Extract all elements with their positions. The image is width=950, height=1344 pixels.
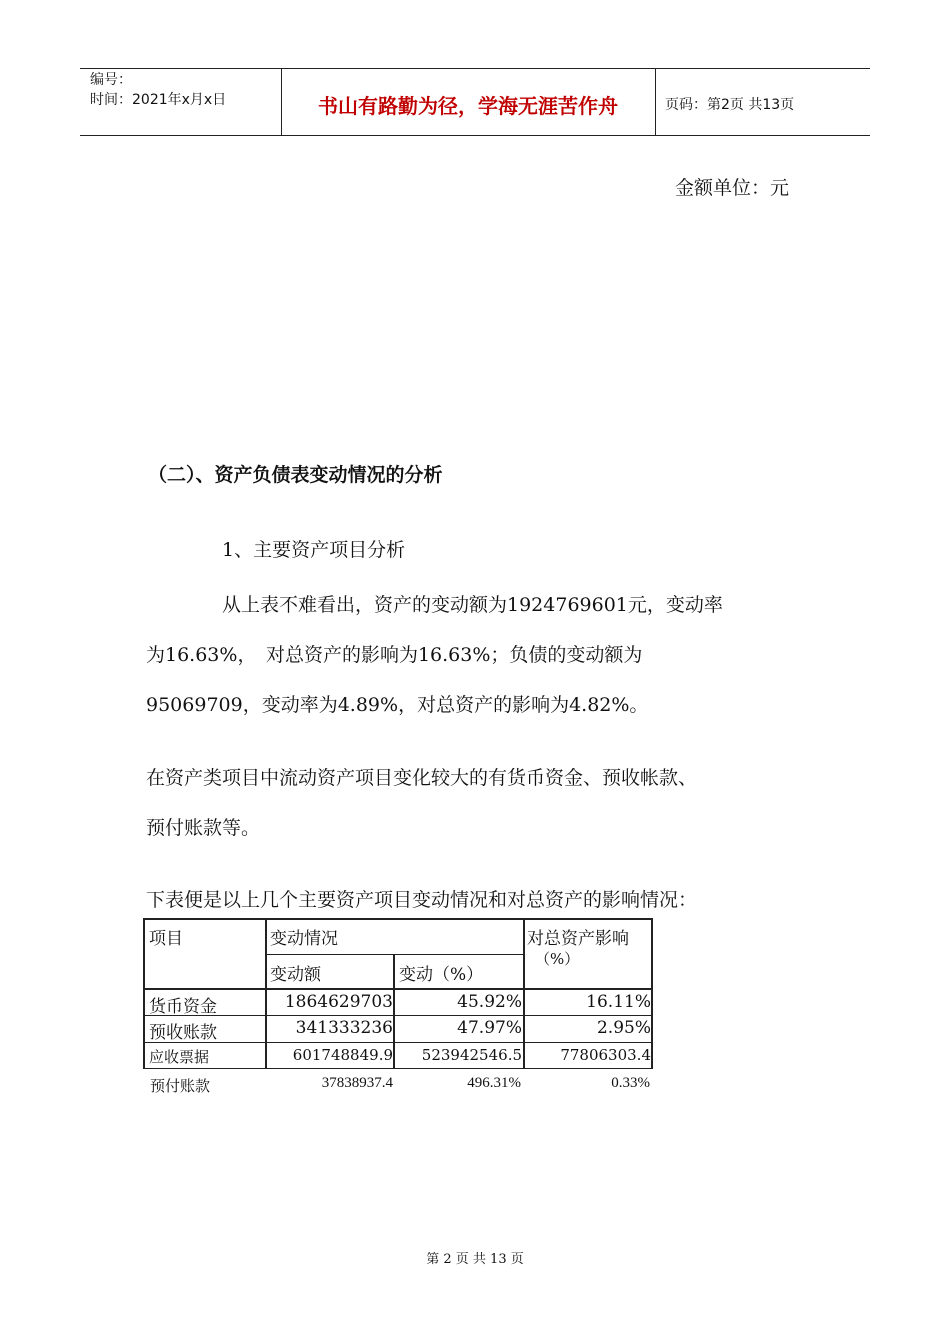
table-cell-amount: 341333236 — [295, 1018, 393, 1038]
table-cell-item: 货币资金 — [149, 997, 217, 1017]
table-rule — [523, 1043, 525, 1069]
paragraph-line: 在资产类项目中流动资产项目变化较大的有货币资金、预收帐款、 — [146, 767, 698, 789]
table-rule — [143, 1042, 653, 1043]
header-meta — [90, 70, 226, 110]
column-header-pct: 变动（%） — [399, 965, 484, 985]
table-cell-impact: 16.11% — [586, 992, 651, 1012]
table-cell-amount: 37838937.4 — [321, 1075, 393, 1091]
table-cell-impact: 2.95% — [596, 1018, 651, 1038]
table-rule — [143, 1068, 653, 1069]
header-page-number: 页码：第2页 共13页 — [665, 97, 795, 113]
table-cell-impact: 0.33% — [611, 1075, 650, 1091]
header-bottom-rule — [80, 135, 870, 136]
table-cell-item: 预付账款 — [150, 1079, 211, 1095]
table-rule — [651, 918, 653, 1043]
table-cell-pct: 496.31% — [467, 1075, 521, 1091]
column-header-amount: 变动额 — [270, 965, 321, 985]
table-rule — [143, 1043, 145, 1069]
table-rule — [265, 954, 525, 955]
table-cell-pct: 523942546.5 — [421, 1046, 522, 1064]
table-cell-amount: 1864629703 — [284, 992, 393, 1012]
table-rule — [393, 1043, 395, 1069]
header-motto: 书山有路勤为径，学海无涯苦作舟 — [318, 94, 618, 118]
column-header-impact: 对总资产影响 — [527, 929, 629, 949]
column-header-change: 变动情况 — [270, 929, 338, 949]
table-rule — [143, 1015, 653, 1016]
table-cell-item: 预收账款 — [149, 1023, 217, 1043]
number-label: 编号： — [90, 72, 132, 88]
table-rule — [143, 988, 653, 990]
header-top-rule — [80, 68, 870, 69]
table-rule — [651, 1043, 653, 1069]
column-header-item: 项目 — [149, 929, 183, 949]
table-cell-amount: 601748849.9 — [292, 1046, 393, 1064]
table-rule — [265, 1043, 267, 1069]
table-cell-impact: 77806303.4 — [560, 1046, 651, 1064]
paragraph-line: 预付账款等。 — [146, 817, 261, 839]
header-divider — [655, 68, 656, 135]
table-cell-pct: 45.92% — [457, 992, 522, 1012]
page-footer: 第 2 页 共 13 页 — [426, 1252, 524, 1267]
asset-change-table — [143, 918, 653, 1071]
section-title: （二）、资产负债表变动情况的分析 — [148, 464, 443, 486]
amount-unit-label: 金额单位：元 — [675, 177, 790, 199]
table-cell-pct: 47.97% — [457, 1018, 522, 1038]
paragraph-line: 95069709，变动率为4.89%，对总资产的影响为4.82%。 — [146, 694, 649, 716]
table-intro: 下表便是以上几个主要资产项目变动情况和对总资产的影响情况： — [146, 889, 698, 911]
column-header-impact-unit: （%） — [535, 950, 580, 968]
table-rule — [143, 918, 145, 1043]
table-rule — [143, 918, 653, 920]
table-cell-item: 应收票据 — [149, 1048, 210, 1066]
paragraph-line: 从上表不难看出，资产的变动额为1924769601元，变动率 — [222, 594, 723, 616]
subsection-title: 1、主要资产项目分析 — [222, 539, 406, 561]
time-label: 时间：2021年x月x日 — [90, 92, 227, 108]
paragraph-line: 为16.63%， 对总资产的影响为16.63%；负债的变动额为 — [146, 644, 643, 666]
